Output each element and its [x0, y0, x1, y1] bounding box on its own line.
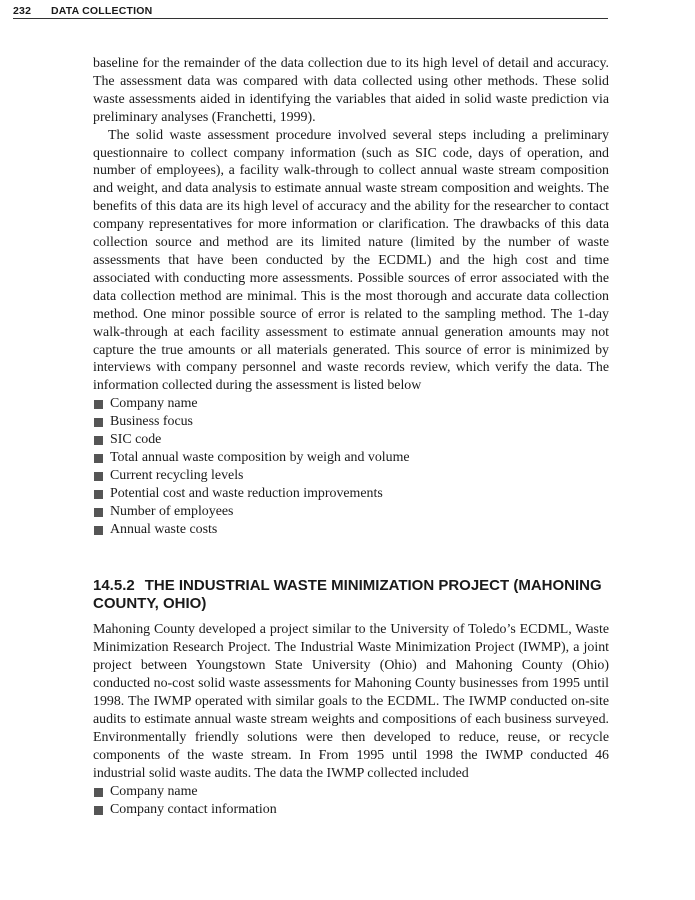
paragraph-assessment-procedure: The solid waste assessment procedure involved several steps including a preliminary questionnaire to collect company information (such as SIC code, days of operation, and number of employees), a facility walk-through to collect annual waste stream composition and weight, and data analysis to estimate annual waste stream composition and weights. The benefits of this data are its high level of accuracy and the ability for the researcher to contact company representatives for more information or clarification. The drawbacks of this data collection source and method are its limited nature (limited by the number of waste assessments that have been conducted by the ECDML) and the high cost and time associated with conducting more assessments. Possible sources of error associated with the data collection method are minimal. This is the most thorough and accurate data collection method. One minor possible source of error is related to the sampling method. The 1-day walk-through at each facility assessment to estimate annual generation amounts may not capture the true amounts or all materials generated. This source of error is minimized by interviews with company personnel and waste records review, which verify the data. The information collected during the assessment is listed below — [93, 127, 609, 394]
list-item: Total annual waste composition by weigh and volume — [93, 449, 609, 467]
iwmp-data-list — [93, 783, 609, 819]
paragraph-baseline: baseline for the remainder of the data collection due to its high level of detail and accuracy. The assessment data was compared with data collected using other methods. These solid waste assessments aided in identifying the variables that aided in solid waste prediction via preliminary analyses (Franchetti, 1999). — [93, 56, 609, 125]
running-title: DATA COLLECTION — [51, 5, 153, 17]
list-item: Number of employees — [93, 503, 609, 521]
paragraph-mahoning: Mahoning County developed a project similar to the University of Toledo’s ECDML, Waste Minimization Research Project. The Industrial Waste Minimization Project (IWMP), a joint project between Youngstown State University (Ohio) and Mahoning County (Ohio) conducted no-cost solid waste assessments for Mahoning County businesses from 1995 until 1998. The IWMP operated with similar goals to the ECDML. The IWMP conducted on-site audits to estimate annual waste stream weights and compositions of each business surveyed. Environmentally friendly solutions were then developed to reduce, reuse, or recycle components of the waste stream. In From 1995 until 1998 the IWMP conducted 46 industrial solid waste audits. The data the IWMP collected included — [93, 622, 609, 781]
list-item: SIC code — [93, 431, 609, 449]
list-item: Annual waste costs — [93, 521, 609, 539]
running-header — [13, 5, 608, 19]
list-item: Potential cost and waste reduction improvements — [93, 485, 609, 503]
list-item: Current recycling levels — [93, 467, 609, 485]
section-number: 14.5.2 — [93, 577, 135, 595]
list-item: Company name — [93, 395, 609, 413]
assessment-info-list — [93, 395, 609, 538]
section-heading — [93, 577, 609, 613]
list-item: Company contact information — [93, 801, 609, 819]
list-item: Business focus — [93, 413, 609, 431]
page-number: 232 — [13, 5, 32, 17]
list-item: Company name — [93, 783, 609, 801]
section-title: THE INDUSTRIAL WASTE MINIMIZATION PROJECT (MAHONING COUNTY, OHIO) — [93, 577, 602, 613]
page-body — [93, 55, 609, 818]
